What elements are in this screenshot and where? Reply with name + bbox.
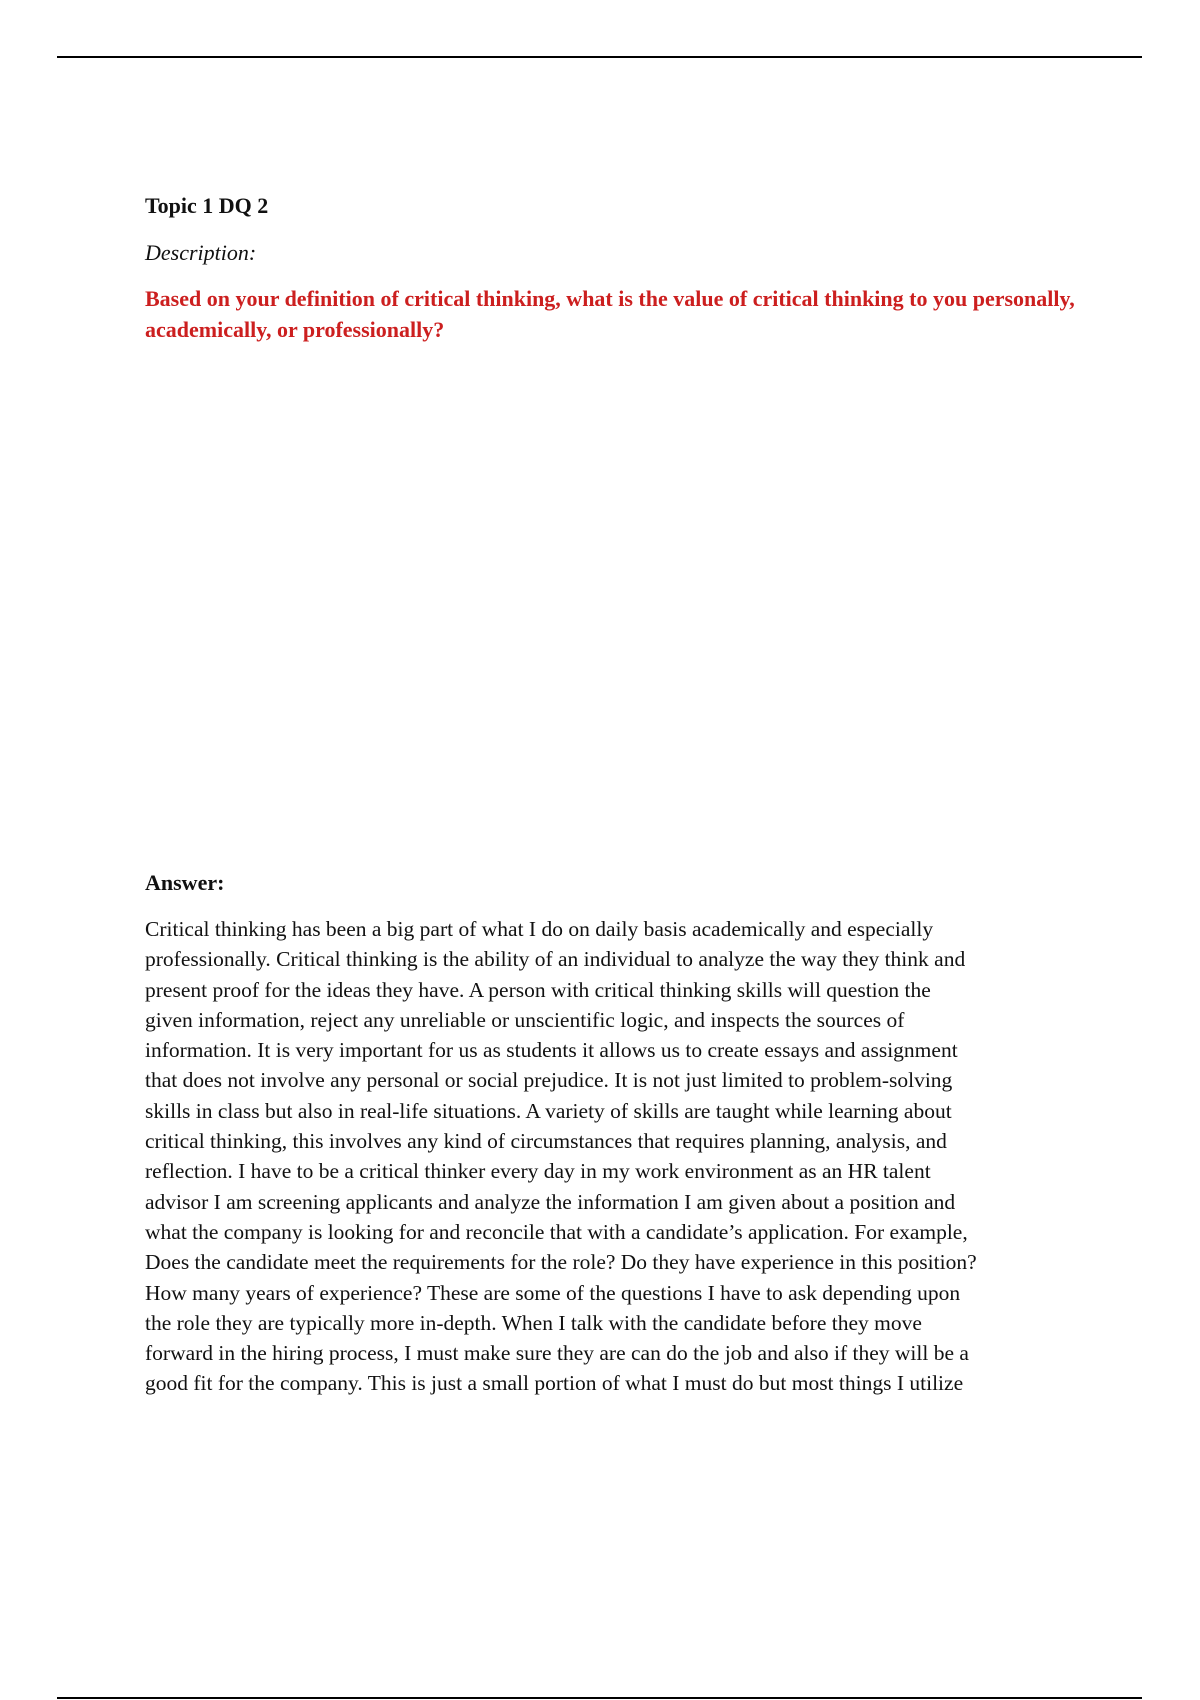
discussion-question: Based on your definition of critical thinking, what is the value of critical thinking to you personally, academically, or professionally? bbox=[145, 286, 1075, 342]
answer-line: given information, reject any unreliable or unscientific logic, and inspects the sources of bbox=[145, 1007, 905, 1032]
answer-line: professionally. Critical thinking is the ability of an individual to analyze the way they think and bbox=[145, 947, 966, 972]
topic-title: Topic 1 DQ 2 bbox=[145, 193, 269, 218]
answer-label: Answer: bbox=[145, 870, 225, 895]
answer-line: present proof for the ideas they have. A person with critical thinking skills will question the bbox=[145, 977, 931, 1002]
answer-line: critical thinking, this involves any kind of circumstances that requires planning, analysis, and bbox=[145, 1129, 947, 1154]
answer-line: advisor I am screening applicants and analyze the information I am given about a position and bbox=[145, 1189, 956, 1214]
answer-line: reflection. I have to be a critical thinker every day in my work environment as an HR talent bbox=[145, 1159, 931, 1184]
answer-body bbox=[145, 914, 1090, 1399]
answer-line: Does the candidate meet the requirements for the role? Do they have experience in this position? bbox=[145, 1250, 977, 1275]
answer-line: the role they are typically more in-depth. When I talk with the candidate before they move bbox=[145, 1310, 922, 1335]
answer-line: that does not involve any personal or social prejudice. It is not just limited to problem-solving bbox=[145, 1068, 953, 1093]
answer-line: skills in class but also in real-life situations. A variety of skills are taught while learning about bbox=[145, 1098, 952, 1123]
answer-line: Critical thinking has been a big part of what I do on daily basis academically and especially bbox=[145, 917, 934, 941]
answer-line: How many years of experience? These are some of the questions I have to ask depending upon bbox=[145, 1280, 961, 1305]
top-rule bbox=[57, 56, 1142, 58]
answer-line: information. It is very important for us as students it allows us to create essays and assignment bbox=[145, 1038, 958, 1063]
answer-line: what the company is looking for and reconcile that with a candidate’s application. For example, bbox=[145, 1219, 968, 1244]
bottom-rule bbox=[57, 1697, 1142, 1699]
answer-line: forward in the hiring process, I must make sure they are can do the job and also if they will be a bbox=[145, 1341, 969, 1366]
answer-line: good fit for the company. This is just a small portion of what I must do but most things I utilize bbox=[145, 1371, 964, 1396]
description-label: Description: bbox=[145, 240, 257, 265]
